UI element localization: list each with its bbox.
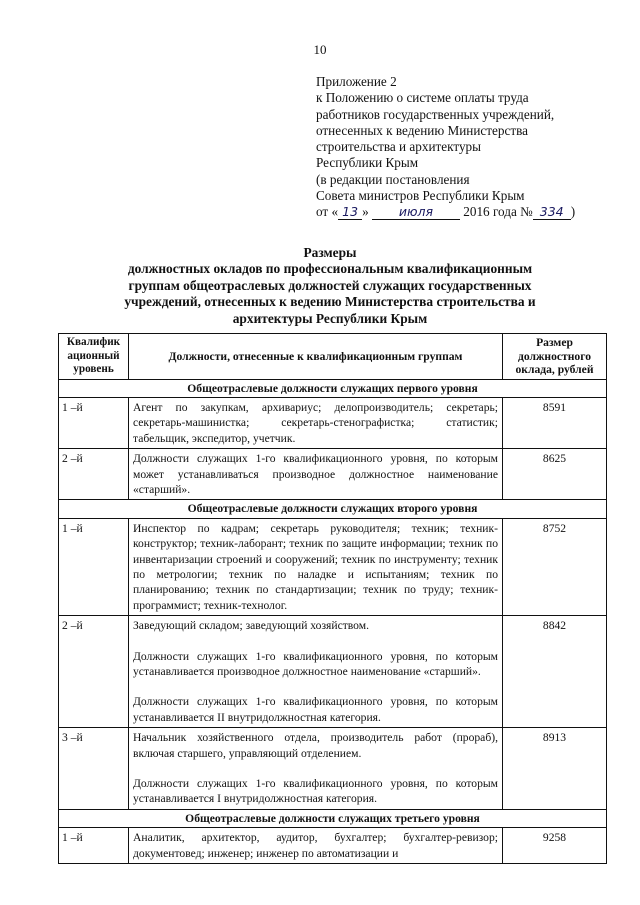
salary-cell: 8842 (503, 616, 607, 728)
positions-text: Начальник хозяйственного отдела, производитель работ (прораб), включая старшего, управляющий отделением. (133, 731, 498, 760)
header-positions: Должности, отнесенные к квалификационным группам (129, 334, 503, 380)
salary-cell: 8913 (503, 728, 607, 810)
appendix-line: Республики Крым (316, 155, 419, 171)
date-suffix: ) (570, 204, 576, 220)
salary-cell: 9258 (503, 828, 607, 864)
level-cell: 1 –й (59, 828, 129, 864)
appendix-line: Приложение 2 (316, 74, 397, 89)
salary-cell: 8752 (503, 518, 607, 615)
appendix-line: строительства и архитектуры (316, 139, 481, 155)
appendix-line: Совета министров Республики Крым (316, 188, 525, 204)
document-title (60, 245, 600, 327)
salary-cell: 8625 (503, 449, 607, 500)
salary-cell: 8591 (503, 397, 607, 448)
positions-cell (129, 397, 503, 448)
level-cell: 2 –й (59, 449, 129, 500)
positions-text: Агент по закупкам, архивариус; делопроизводитель; секретарь; секретарь-машинистка; секретарь-стенографистка; статистик; табельщик, экспедитор, учетчик. (133, 400, 498, 445)
positions-text: Инспектор по кадрам; секретарь руководителя; техник; техник-конструктор; техник-лаборант; техник по защите информации; техник по инвентаризации строений и сооружений; техник по инструменту; техник по метрологии; техник по наладке и испытаниям; техник по планированию; техник по стандартизации; техник по труду; техник-программист; техник-технолог. (133, 521, 498, 612)
positions-cell (129, 518, 503, 615)
level-cell: 1 –й (59, 518, 129, 615)
positions-text: Должности служащих 1-го квалификационного уровня, по которым устанавливается производное должностное наименование «старший». (133, 649, 498, 678)
table-row (59, 728, 607, 810)
positions-text: Должности служащих 1-го квалификационного уровня, по которым может устанавливаться производное должностное наименование «старший». (133, 452, 498, 496)
header-level: Квалифик ационный уровень (59, 334, 129, 380)
positions-text: Должности служащих 1-го квалификационного уровня, по которым устанавливается I внутридолжностная категория. (133, 777, 498, 806)
date-mid: » (362, 204, 369, 220)
salary-table (58, 333, 607, 864)
positions-cell (129, 449, 503, 500)
title-line: группам общеотраслевых должностей служащих государственных (128, 277, 532, 293)
table-header-row (59, 334, 607, 380)
appendix-line: работников государственных учреждений, (316, 106, 555, 122)
title-line: архитектуры Республики Крым (232, 310, 428, 326)
title-line: Размеры (303, 245, 357, 260)
appendix-line: (в редакции постановления (316, 171, 470, 187)
section-row (59, 379, 607, 397)
appendix-date-line (316, 204, 616, 220)
table-row (59, 449, 607, 500)
appendix-header (316, 74, 616, 221)
title-line: учреждений, отнесенных к ведению Министерства строительства и (124, 294, 536, 310)
section-row (59, 809, 607, 827)
section-title: Общеотраслевые должности служащих второго уровня (59, 500, 607, 518)
handwritten-month: июля (372, 205, 460, 220)
level-cell: 2 –й (59, 616, 129, 728)
positions-cell (129, 728, 503, 810)
level-cell: 3 –й (59, 728, 129, 810)
table-row (59, 518, 607, 615)
positions-cell (129, 828, 503, 864)
title-line: должностных окладов по профессиональным квалификационным (127, 261, 533, 277)
level-cell: 1 –й (59, 397, 129, 448)
appendix-line: к Положению о системе оплаты труда (316, 90, 529, 106)
header-salary: Размер должностного оклада, рублей (503, 334, 607, 380)
section-row (59, 500, 607, 518)
positions-text: Должности служащих 1-го квалификационного уровня, по которым устанавливается II внутридолжностная категория. (133, 695, 498, 724)
date-year-text: 2016 года № (463, 204, 533, 220)
date-prefix: от « (316, 204, 339, 220)
table-row (59, 828, 607, 864)
table-row (59, 616, 607, 728)
section-title: Общеотраслевые должности служащих первого уровня (59, 379, 607, 397)
handwritten-day: 13 (338, 205, 362, 220)
handwritten-number: 334 (533, 205, 571, 220)
page-number: 10 (313, 42, 327, 57)
section-title: Общеотраслевые должности служащих третьего уровня (59, 809, 607, 827)
appendix-line: отнесенных к ведению Министерства (316, 122, 528, 138)
positions-text: Аналитик, архитектор, аудитор, бухгалтер; бухгалтер-ревизор; документовед; инженер; инженер по автоматизации и (133, 831, 498, 860)
table-row (59, 397, 607, 448)
positions-cell (129, 616, 503, 728)
positions-text: Заведующий складом; заведующий хозяйством. (133, 619, 369, 633)
